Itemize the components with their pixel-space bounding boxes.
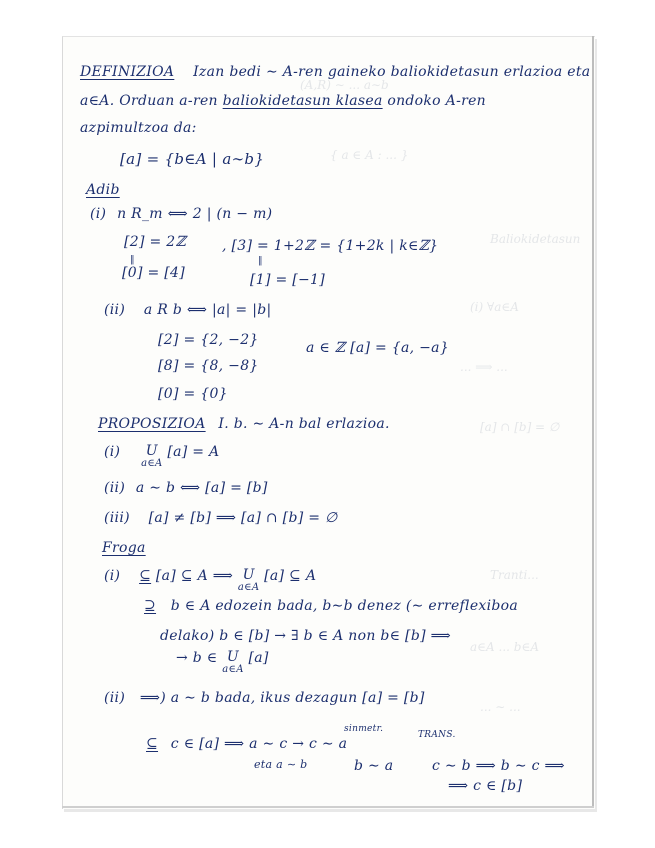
bleed-text: [a] ∩ [b] = ∅ [480, 420, 560, 434]
example-ii-line [104, 302, 272, 318]
proof-ii-symmetric: b ∼ a [354, 758, 394, 774]
page-edge-right [592, 36, 594, 808]
union-symbol: U [145, 443, 158, 459]
subset-label: ⊆ [146, 736, 159, 752]
proof-i-line-1 [104, 568, 316, 593]
definition-line-1 [80, 64, 590, 80]
proof-text: c ∈ [a] ⟹ a ∼ c → c ∼ a [170, 736, 348, 752]
definition-line-2 [80, 93, 486, 109]
proof-i-line-4 [176, 650, 269, 675]
proof-text: → b ∈ [176, 650, 218, 666]
proposition-iii-text: [a] ≠ [b] ⟹ [a] ∩ [b] = ∅ [148, 510, 338, 526]
bleed-text: a∈A ... b∈A [470, 640, 540, 654]
definition-text: Izan bedi ∼ A-ren gaineko baliokidetasun erlazioa eta [193, 64, 591, 80]
proof-heading: Froga [102, 540, 146, 556]
union-index: a∈A [141, 458, 163, 469]
proof-text: b ∈ A edozein bada, b∼b denez (∼ erreflexiboa [170, 598, 519, 614]
definition-line-3: azpimultzoa da: [80, 120, 197, 136]
class-general: a ∈ ℤ [a] = {a, −a} [306, 340, 450, 356]
union-symbol: U [242, 567, 255, 583]
proof-text: [a] [248, 650, 269, 666]
proof-ii-line-1 [104, 690, 425, 706]
item-label: (ii) [104, 302, 126, 318]
item-label: (i) [104, 444, 121, 460]
bleed-text: Tranti... [490, 568, 539, 582]
definition-heading: DEFINIZIOA [80, 64, 175, 80]
transitivity-note: TRANS. [418, 730, 456, 740]
union-index: a∈A [222, 664, 244, 675]
class-0-abs: [0] = {0} [158, 386, 228, 402]
proposition-i [104, 444, 219, 469]
class-1: [1] = [−1] [250, 272, 326, 288]
class-2: [2] = 2ℤ [124, 234, 186, 250]
proof-ii-chain: c ∼ b ⟹ b ∼ c ⟹ [432, 758, 565, 774]
proof-ii-line-2 [146, 736, 347, 752]
class-8-abs: [8] = {8, −8} [158, 358, 259, 374]
equal-mark: ‖ [130, 255, 135, 265]
bleed-text: (i) ∀a∈A [470, 300, 519, 314]
bleed-text: Baliokidetasun [490, 232, 581, 246]
big-union [141, 444, 163, 469]
definition-text: ondoko A-ren [387, 93, 486, 109]
class-2-abs: [2] = {2, −2} [158, 332, 259, 348]
proof-text: ⟹) a ∼ b bada, ikus dezagun [a] = [b] [139, 690, 425, 706]
definition-formula: [a] = {b∈A | a∼b} [120, 150, 265, 168]
definition-text: a∈A. Orduan a-ren [80, 93, 218, 109]
bleed-text: (A,R) ∼ ... a∼b [300, 78, 389, 92]
bleed-text: { a ∈ A : ... } [330, 148, 409, 162]
subset-label: ⊆ [139, 568, 152, 584]
proof-ii-note: eta a ∼ b [254, 758, 308, 771]
symmetry-note: sinmetr. [344, 724, 384, 734]
proposition-line [98, 416, 390, 432]
proposition-heading: PROPOSIZIOA [98, 416, 206, 432]
item-label: (ii) [104, 480, 126, 496]
proposition-i-text: [a] = A [167, 444, 220, 460]
proof-i-line-3: delako) b ∈ [b] → ∃ b ∈ A non b∈ [b] ⟹ [160, 628, 451, 644]
proof-text: [a] ⊆ A [264, 568, 317, 584]
big-union [222, 650, 244, 675]
bleed-text: ... ∼ ... [480, 700, 521, 714]
superset-label: ⊇ [144, 598, 157, 614]
item-label: (ii) [104, 690, 126, 706]
proposition-ii [104, 480, 268, 496]
class-3: , [3] = 1+2ℤ = {1+2k | k∈ℤ} [222, 238, 439, 254]
example-heading: Adib [86, 182, 120, 198]
proposition-intro: I. b. ∼ A-n bal erlazioa. [218, 416, 390, 432]
relation-text: n R_m ⟺ 2 | (n − m) [117, 206, 273, 222]
union-index: a∈A [237, 582, 260, 593]
proof-text: [a] ⊆ A ⟹ [155, 568, 234, 584]
class-0: [0] = [4] [122, 265, 185, 281]
item-label: (iii) [104, 510, 130, 526]
definition-term: baliokidetasun klasea [222, 93, 383, 109]
proposition-ii-text: a ∼ b ⟺ [a] = [b] [135, 480, 268, 496]
relation-text: a R b ⟺ |a| = |b| [143, 302, 272, 318]
page-edge-bottom [62, 806, 594, 808]
item-label: (i) [90, 206, 107, 222]
item-label: (i) [104, 568, 121, 584]
bleed-text: ... ⟹ ... [460, 360, 508, 374]
proof-ii-conclusion: ⟹ c ∈ [b] [448, 778, 523, 794]
big-union [238, 568, 260, 593]
proposition-iii [104, 510, 338, 526]
example-i-line [90, 206, 272, 222]
equal-mark: ‖ [258, 256, 263, 266]
union-symbol: U [226, 649, 240, 665]
proof-i-line-2 [144, 598, 518, 614]
